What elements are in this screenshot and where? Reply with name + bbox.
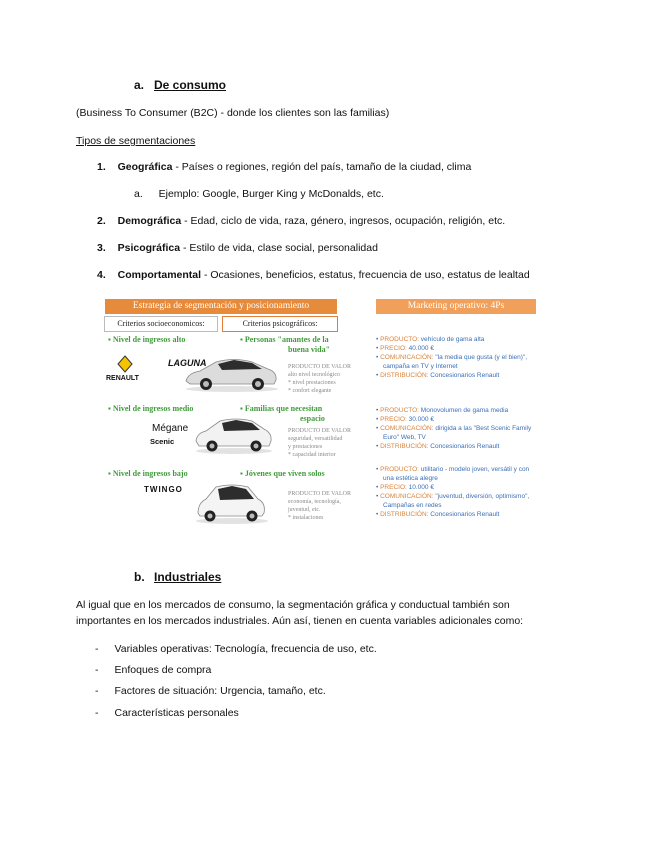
item-name: Psicográfica bbox=[117, 242, 181, 254]
industrial-list-item: - Características personales bbox=[95, 707, 239, 719]
item-number: 1. bbox=[97, 161, 106, 173]
model-name: TWINGO bbox=[144, 485, 183, 494]
industrial-list-item: - Variables operativas: Tecnología, frecuencia de uso, etc. bbox=[95, 643, 377, 655]
item-number: 3. bbox=[97, 242, 106, 254]
item-name: Comportamental bbox=[117, 269, 202, 281]
car-megane-image bbox=[192, 415, 274, 455]
marketing-4p-list: • PRODUCTO: vehículo de gama alta • PRECIO: 40.000 € • COMUNICACIÓN: "la media que gusta (y el bien)", campaña en TV y Internet • DISTRIBUCIÓN: Concesionarios Renault bbox=[376, 336, 528, 379]
item-name: Demográfica bbox=[117, 215, 182, 227]
brand-maker: RENAULT bbox=[106, 375, 139, 382]
banner-strategy: Estrategia de segmentación y posicionamiento bbox=[105, 299, 337, 314]
banner-marketing: Marketing operativo: 4Ps bbox=[376, 299, 536, 314]
example-text: Ejemplo: Google, Burger King y McDonalds, etc. bbox=[158, 188, 384, 200]
persona-label: ▪ Jóvenes que viven solos bbox=[240, 469, 325, 478]
renault-logo bbox=[108, 355, 142, 375]
income-level: ▪ Nivel de ingresos alto bbox=[108, 335, 186, 344]
industrial-list-item: - Factores de situación: Urgencia, tamaño, etc. bbox=[95, 685, 326, 697]
item-name: Geográfica bbox=[117, 161, 173, 173]
model-name: LAGUNA bbox=[168, 358, 207, 368]
section-b-marker: b. bbox=[134, 570, 145, 584]
persona-label: ▪ Personas "amantes de la bbox=[240, 335, 329, 344]
criteria-socioeconomic: Criterios socioeconomicos: bbox=[104, 316, 218, 332]
example-marker: a. bbox=[134, 188, 143, 200]
car-twingo-image bbox=[192, 481, 270, 525]
segmentation-item bbox=[97, 269, 530, 282]
marketing-4p-list: • PRODUCTO: utilitario - modelo joven, versátil y con una estética alegre • PRECIO: 10.000 € • COMUNICACIÓN: "juventud, diversión, optimismo", Campañas en redes • DISTRIBUCIÓN: Concesionarios Renault bbox=[376, 466, 530, 518]
car-laguna-image bbox=[182, 353, 280, 393]
section-a-title: De consumo bbox=[154, 78, 227, 92]
segmentation-item bbox=[97, 161, 471, 174]
item-desc: - Países o regiones, región del país, tamaño de la ciudad, clima bbox=[172, 161, 472, 173]
tipos-title: Tipos de segmentaciones bbox=[76, 135, 196, 147]
item-desc: - Ocasiones, beneficios, estatus, frecuencia de uso, estatus de lealtad bbox=[201, 269, 530, 281]
product-value-text: PRODUCTO DE VALOR economía, tecnología, juventud, etc. * instalaciones bbox=[288, 491, 352, 521]
item-desc: - Edad, ciclo de vida, raza, género, ingresos, ocupación, religión, etc. bbox=[181, 215, 506, 227]
income-level: ▪ Nivel de ingresos medio bbox=[108, 404, 194, 413]
segmentation-infographic bbox=[104, 297, 538, 529]
b2c-line: (Business To Consumer (B2C) - donde los clientes son las familias) bbox=[76, 107, 390, 119]
product-value-text: PRODUCTO DE VALOR alto nivel tecnológico * nivel prestaciones * confort elegante bbox=[288, 364, 352, 394]
criteria-psychographic: Criterios psicográficos: bbox=[222, 316, 338, 332]
geo-example bbox=[134, 188, 384, 201]
persona-label-cont: espacio bbox=[300, 414, 325, 423]
model-subname: Scenic bbox=[150, 437, 175, 446]
industrial-list-item: - Enfoques de compra bbox=[95, 664, 212, 676]
section-b-title: Industriales bbox=[154, 570, 222, 584]
segmentation-item bbox=[97, 215, 505, 228]
industrial-paragraph-line-2: importantes en los mercados industriales. Aún así, tienen en cuenta variables adicionales como: bbox=[76, 615, 524, 627]
renault-diamond-icon bbox=[108, 355, 142, 375]
persona-label: ▪ Familias que necesitan bbox=[240, 404, 323, 413]
item-number: 2. bbox=[97, 215, 106, 227]
model-name: Mégane bbox=[152, 423, 189, 434]
product-value-text: PRODUCTO DE VALOR seguridad, versatilidad y prestaciones * capacidad interior bbox=[288, 428, 352, 458]
persona-label-cont: buena vida" bbox=[288, 345, 331, 354]
marketing-4p-list: • PRODUCTO: Monovolumen de gama media • PRECIO: 30.000 € • COMUNICACIÓN: dirigida a las "Best Scenic Family Euro" Web, TV • DISTRIBUCIÓN: Concesionarios Renault bbox=[376, 407, 532, 450]
section-a-marker: a. bbox=[134, 78, 145, 92]
item-desc: - Estilo de vida, clase social, personalidad bbox=[180, 242, 378, 254]
segmentation-item bbox=[97, 242, 378, 255]
item-number: 4. bbox=[97, 269, 106, 281]
industrial-paragraph-line-1: Al igual que en los mercados de consumo, la segmentación gráfica y conductual también son bbox=[76, 599, 510, 611]
income-level: ▪ Nivel de ingresos bajo bbox=[108, 469, 188, 478]
